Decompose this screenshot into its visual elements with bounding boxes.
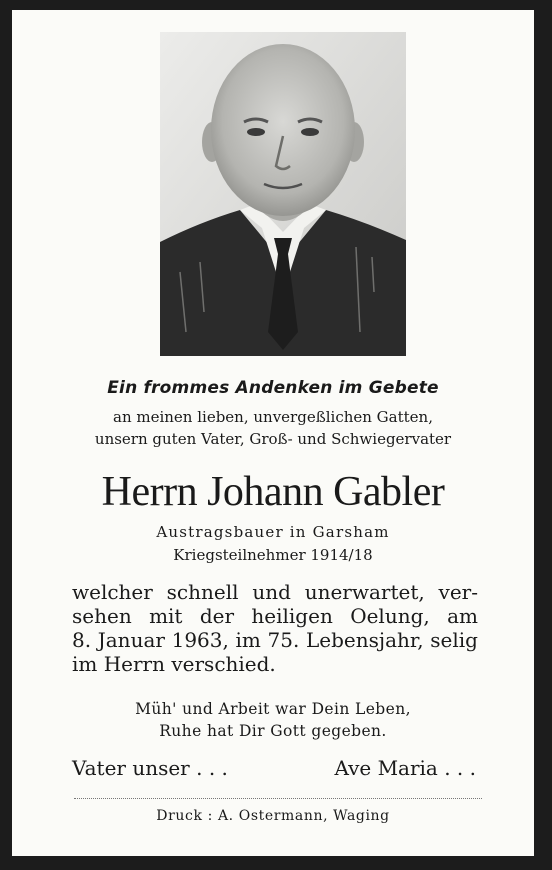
printer-credit: Druck : A. Ostermann, Waging (156, 808, 390, 824)
verse-line-2: Ruhe hat Dir Gott gegeben. (159, 722, 387, 740)
divider (74, 798, 482, 799)
prayer-our-father: Vater unser . . . (72, 756, 228, 780)
card-heading: Ein frommes Andenken im Gebete (107, 378, 439, 398)
dedication-line-2: unsern guten Vater, Groß- und Schwiegervater (94, 430, 452, 448)
passage-line-3: 8. Januar 1963, im 75. Lebensjahr, selig (72, 628, 478, 652)
portrait-photo (160, 32, 406, 356)
war-service: Kriegsteilnehmer 1914/18 (173, 546, 373, 564)
occupation: Austragsbauer in Garsham (156, 523, 390, 541)
passage-line-1: welcher schnell und unerwartet, ver- (72, 580, 478, 604)
memorial-card (12, 10, 534, 856)
passage-line-2: sehen mit der heiligen Oelung, am (72, 604, 478, 628)
prayer-hail-mary: Ave Maria . . . (334, 756, 476, 780)
passage-line-4: im Herrn verschied. (72, 652, 276, 676)
deceased-name: Herrn Johann Gabler (101, 469, 445, 515)
dedication-line-1: an meinen lieben, unvergeßlichen Gatten, (113, 408, 433, 426)
verse-line-1: Müh' und Arbeit war Dein Leben, (135, 700, 411, 718)
